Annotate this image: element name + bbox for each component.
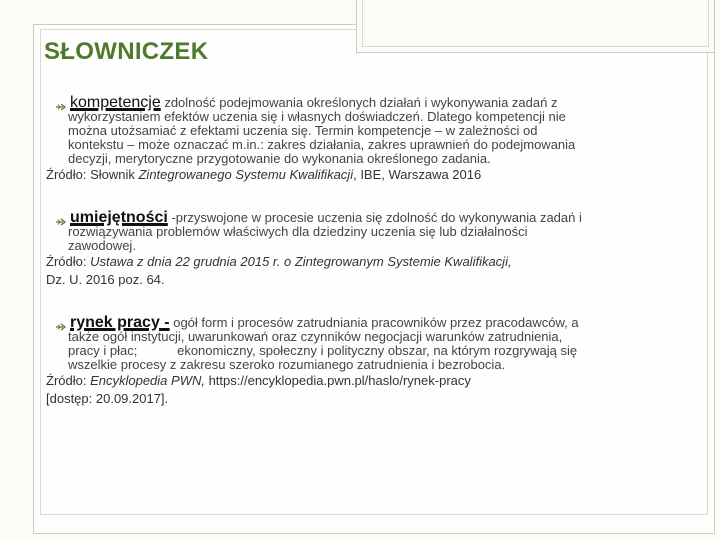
definition-line: zdolność podejmowania określonych działań i wykonywania zadań z	[160, 95, 558, 110]
definition-line: ogół form i procesów zatrudniania pracowników przez pracodawców, a	[169, 315, 579, 330]
definition-line: kontekstu – może oznaczać m.in.: zakres działania, zakres uprawnień do podejmowania	[68, 137, 576, 152]
definition-line: wykorzystaniem efektów uczenia się i własnych doświadczeń. Dlatego kompetencji nie	[68, 109, 566, 124]
definition-line: można utożsamiać z efektami uczenia się. Termin kompetencje – w zależności od	[68, 123, 538, 138]
definition-line: pracy i płac; ekonomiczny, społeczny i polityczny obszar, na którym rozgrywają się	[68, 343, 578, 358]
definition-line: zawodowej.	[68, 238, 136, 253]
glossary-entry-rynek-pracy	[44, 314, 672, 406]
definition-line: rozwiązywania problemów właściwych dla dziedziny uczenia się lub działalności	[68, 224, 528, 239]
term-label: kompetencje	[70, 94, 161, 111]
arrow-bullet-icon	[56, 322, 68, 332]
decorative-tab-inner	[362, 0, 709, 47]
definition-line: wszelkie procesy z zakresu szeroko rozumianego zatrudnienia i bezrobocia.	[68, 357, 506, 372]
page-title: SŁOWNICZEK	[44, 38, 209, 65]
source-citation-line2: [dostęp: 20.09.2017].	[46, 391, 169, 406]
source-citation-line2: Dz. U. 2016 poz. 64.	[46, 272, 165, 287]
definition-line: także ogół instytucji, uwarunkowań oraz czynników negocjacji warunków zatrudnienia,	[68, 329, 563, 344]
definition-line: decyzji, merytoryczne przygotowanie do wykonania określonego zadania.	[68, 151, 491, 166]
glossary-entry-umiejetnosci	[44, 209, 672, 287]
source-citation: Źródło: Słownik Zintegrowanego Systemu Kwalifikacji, IBE, Warszawa 2016	[46, 167, 482, 182]
arrow-bullet-icon	[56, 102, 68, 112]
term-label: rynek pracy -	[70, 314, 170, 331]
source-citation: Źródło: Encyklopedia PWN, https://encyklopedia.pwn.pl/haslo/rynek-pracy	[46, 373, 471, 388]
arrow-bullet-icon	[56, 217, 68, 227]
term-label: umiejętności	[70, 209, 168, 226]
source-citation: Źródło: Ustawa z dnia 22 grudnia 2015 r. o Zintegrowanym Systemie Kwalifikacji,	[46, 254, 512, 269]
glossary-entry-kompetencje	[44, 94, 672, 182]
definition-line: -przyswojone w procesie uczenia się zdolność do wykonywania zadań i	[167, 210, 582, 225]
